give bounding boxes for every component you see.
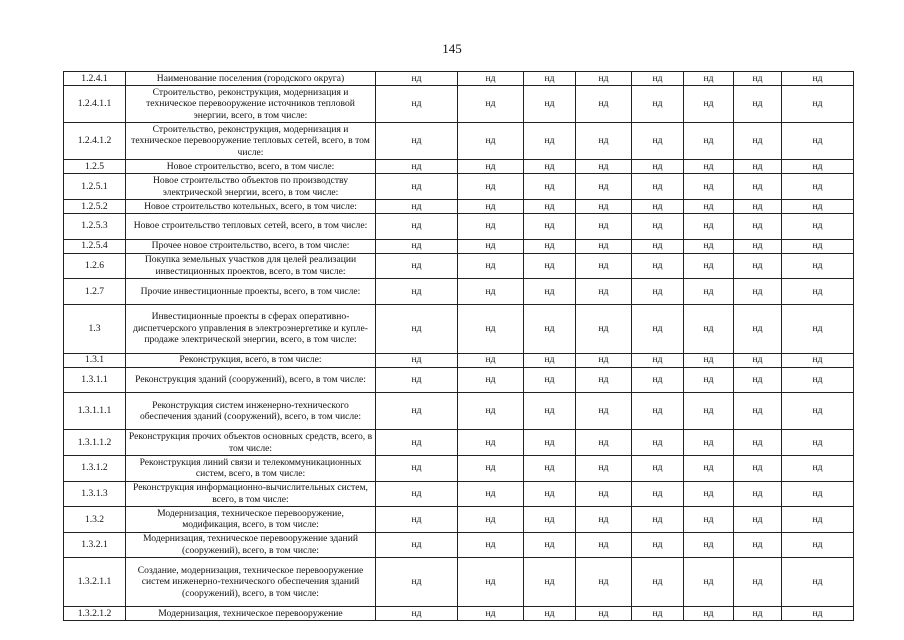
row-name: Покупка земельных участков для целей реализации инвестиционных проектов, всего, в том числе: xyxy=(126,253,376,279)
value-cell: нд xyxy=(734,174,782,200)
row-name: Модернизация, техническое перевооружение xyxy=(126,607,376,621)
value-cell: нд xyxy=(684,199,734,213)
value-cell: нд xyxy=(632,239,684,253)
row-name: Наименование поселения (городского округа) xyxy=(126,72,376,86)
value-cell: нд xyxy=(734,86,782,123)
value-cell: нд xyxy=(632,455,684,481)
value-cell: нд xyxy=(576,532,632,558)
table-row xyxy=(64,86,854,123)
value-cell: нд xyxy=(684,72,734,86)
value-cell: нд xyxy=(458,174,524,200)
value-cell: нд xyxy=(524,558,576,607)
value-cell: нд xyxy=(684,558,734,607)
value-cell: нд xyxy=(734,393,782,430)
value-cell: нд xyxy=(458,72,524,86)
value-cell: нд xyxy=(524,279,576,305)
row-code: 1.3.2.1 xyxy=(64,532,126,558)
value-cell: нд xyxy=(734,607,782,621)
table-row xyxy=(64,607,854,621)
value-cell: нд xyxy=(684,430,734,456)
value-cell: нд xyxy=(524,607,576,621)
value-cell: нд xyxy=(458,532,524,558)
value-cell: нд xyxy=(632,532,684,558)
value-cell: нд xyxy=(632,304,684,353)
value-cell: нд xyxy=(734,353,782,367)
value-cell: нд xyxy=(632,213,684,239)
value-cell: нд xyxy=(376,393,458,430)
value-cell: нд xyxy=(376,481,458,507)
value-cell: нд xyxy=(458,558,524,607)
value-cell: нд xyxy=(734,72,782,86)
value-cell: нд xyxy=(458,507,524,533)
page-number: 145 xyxy=(442,41,462,56)
table-row xyxy=(64,253,854,279)
row-name: Инвестиционные проекты в сферах оперативно-диспетчерского управления в электроэнергетике и купле-продаже электрической энергии, всего, в том числе: xyxy=(126,304,376,353)
value-cell: нд xyxy=(458,213,524,239)
table-row xyxy=(64,174,854,200)
value-cell: нд xyxy=(684,253,734,279)
value-cell: нд xyxy=(576,72,632,86)
row-code: 1.3.2 xyxy=(64,507,126,533)
value-cell: нд xyxy=(376,304,458,353)
value-cell: нд xyxy=(684,174,734,200)
value-cell: нд xyxy=(684,353,734,367)
value-cell: нд xyxy=(632,393,684,430)
value-cell: нд xyxy=(734,199,782,213)
row-name: Создание, модернизация, техническое перевооружение систем инженерно-технического обеспечения зданий (сооружений), всего, в том числе: xyxy=(126,558,376,607)
value-cell: нд xyxy=(684,532,734,558)
value-cell: нд xyxy=(458,430,524,456)
value-cell: нд xyxy=(782,86,854,123)
row-code: 1.2.6 xyxy=(64,253,126,279)
row-name: Новое строительство, всего, в том числе: xyxy=(126,160,376,174)
value-cell: нд xyxy=(734,160,782,174)
value-cell: нд xyxy=(782,607,854,621)
value-cell: нд xyxy=(458,239,524,253)
value-cell: нд xyxy=(376,199,458,213)
row-code: 1.2.5.1 xyxy=(64,174,126,200)
row-code: 1.3 xyxy=(64,304,126,353)
row-name: Прочие инвестиционные проекты, всего, в том числе: xyxy=(126,279,376,305)
value-cell: нд xyxy=(524,239,576,253)
row-code: 1.2.5.4 xyxy=(64,239,126,253)
value-cell: нд xyxy=(734,279,782,305)
row-name: Реконструкция информационно-вычислительных систем, всего, в том числе: xyxy=(126,481,376,507)
value-cell: нд xyxy=(524,393,576,430)
value-cell: нд xyxy=(576,481,632,507)
row-name: Реконструкция зданий (сооружений), всего, в том числе: xyxy=(126,367,376,393)
value-cell: нд xyxy=(524,353,576,367)
value-cell: нд xyxy=(782,367,854,393)
value-cell: нд xyxy=(376,367,458,393)
row-name: Новое строительство тепловых сетей, всего, в том числе: xyxy=(126,213,376,239)
value-cell: нд xyxy=(576,455,632,481)
value-cell: нд xyxy=(376,253,458,279)
value-cell: нд xyxy=(782,199,854,213)
table-row xyxy=(64,430,854,456)
value-cell: нд xyxy=(632,367,684,393)
row-code: 1.2.5.3 xyxy=(64,213,126,239)
value-cell: нд xyxy=(734,123,782,160)
value-cell: нд xyxy=(782,174,854,200)
row-name: Реконструкция, всего, в том числе: xyxy=(126,353,376,367)
value-cell: нд xyxy=(684,86,734,123)
value-cell: нд xyxy=(376,607,458,621)
table-row xyxy=(64,532,854,558)
value-cell: нд xyxy=(524,430,576,456)
value-cell: нд xyxy=(632,72,684,86)
value-cell: нд xyxy=(782,123,854,160)
value-cell: нд xyxy=(684,455,734,481)
value-cell: нд xyxy=(684,393,734,430)
value-cell: нд xyxy=(684,213,734,239)
value-cell: нд xyxy=(734,304,782,353)
value-cell: нд xyxy=(376,507,458,533)
value-cell: нд xyxy=(524,160,576,174)
value-cell: нд xyxy=(524,174,576,200)
row-code: 1.3.1.2 xyxy=(64,455,126,481)
value-cell: нд xyxy=(576,239,632,253)
value-cell: нд xyxy=(524,253,576,279)
row-code: 1.3.1.1 xyxy=(64,367,126,393)
row-code: 1.2.7 xyxy=(64,279,126,305)
row-name: Новое строительство объектов по производству электрической энергии, всего, в том числе: xyxy=(126,174,376,200)
value-cell: нд xyxy=(376,213,458,239)
value-cell: нд xyxy=(684,507,734,533)
value-cell: нд xyxy=(632,507,684,533)
value-cell: нд xyxy=(458,253,524,279)
row-code: 1.2.5 xyxy=(64,160,126,174)
value-cell: нд xyxy=(734,430,782,456)
value-cell: нд xyxy=(458,199,524,213)
value-cell: нд xyxy=(376,558,458,607)
value-cell: нд xyxy=(782,160,854,174)
value-cell: нд xyxy=(734,367,782,393)
value-cell: нд xyxy=(632,123,684,160)
value-cell: нд xyxy=(376,160,458,174)
table-row xyxy=(64,481,854,507)
value-cell: нд xyxy=(632,607,684,621)
value-cell: нд xyxy=(684,160,734,174)
table-row xyxy=(64,199,854,213)
row-code: 1.3.1.3 xyxy=(64,481,126,507)
table-row xyxy=(64,393,854,430)
value-cell: нд xyxy=(376,72,458,86)
value-cell: нд xyxy=(684,239,734,253)
value-cell: нд xyxy=(576,607,632,621)
value-cell: нд xyxy=(782,507,854,533)
table-row xyxy=(64,507,854,533)
table-row xyxy=(64,213,854,239)
value-cell: нд xyxy=(734,455,782,481)
value-cell: нд xyxy=(376,239,458,253)
value-cell: нд xyxy=(734,532,782,558)
row-code: 1.3.1 xyxy=(64,353,126,367)
row-code: 1.2.4.1 xyxy=(64,72,126,86)
value-cell: нд xyxy=(782,532,854,558)
row-code: 1.2.5.2 xyxy=(64,199,126,213)
value-cell: нд xyxy=(576,213,632,239)
value-cell: нд xyxy=(576,367,632,393)
value-cell: нд xyxy=(576,199,632,213)
value-cell: нд xyxy=(782,253,854,279)
row-code: 1.3.1.1.2 xyxy=(64,430,126,456)
value-cell: нд xyxy=(524,86,576,123)
row-name: Реконструкция прочих объектов основных средств, всего, в том числе: xyxy=(126,430,376,456)
value-cell: нд xyxy=(782,430,854,456)
value-cell: нд xyxy=(734,558,782,607)
table-row xyxy=(64,455,854,481)
row-name: Модернизация, техническое перевооружение, модификация, всего, в том числе: xyxy=(126,507,376,533)
value-cell: нд xyxy=(782,393,854,430)
table-row xyxy=(64,72,854,86)
row-code: 1.2.4.1.2 xyxy=(64,123,126,160)
value-cell: нд xyxy=(632,279,684,305)
value-cell: нд xyxy=(376,174,458,200)
value-cell: нд xyxy=(684,607,734,621)
value-cell: нд xyxy=(576,160,632,174)
table-row xyxy=(64,160,854,174)
value-cell: нд xyxy=(576,353,632,367)
value-cell: нд xyxy=(684,304,734,353)
value-cell: нд xyxy=(734,481,782,507)
value-cell: нд xyxy=(576,558,632,607)
value-cell: нд xyxy=(458,279,524,305)
value-cell: нд xyxy=(782,455,854,481)
value-cell: нд xyxy=(376,353,458,367)
value-cell: нд xyxy=(376,430,458,456)
value-cell: нд xyxy=(458,367,524,393)
value-cell: нд xyxy=(576,253,632,279)
value-cell: нд xyxy=(376,532,458,558)
table-row xyxy=(64,239,854,253)
value-cell: нд xyxy=(524,123,576,160)
value-cell: нд xyxy=(524,532,576,558)
value-cell: нд xyxy=(576,123,632,160)
value-cell: нд xyxy=(632,253,684,279)
value-cell: нд xyxy=(734,507,782,533)
value-cell: нд xyxy=(458,353,524,367)
value-cell: нд xyxy=(376,86,458,123)
value-cell: нд xyxy=(632,430,684,456)
value-cell: нд xyxy=(782,353,854,367)
value-cell: нд xyxy=(376,123,458,160)
value-cell: нд xyxy=(576,393,632,430)
value-cell: нд xyxy=(576,279,632,305)
value-cell: нд xyxy=(576,174,632,200)
value-cell: нд xyxy=(684,123,734,160)
value-cell: нд xyxy=(458,393,524,430)
value-cell: нд xyxy=(782,279,854,305)
value-cell: нд xyxy=(458,86,524,123)
value-cell: нд xyxy=(576,430,632,456)
value-cell: нд xyxy=(782,558,854,607)
value-cell: нд xyxy=(684,279,734,305)
row-code: 1.2.4.1.1 xyxy=(64,86,126,123)
investment-table xyxy=(63,71,854,621)
table-row xyxy=(64,279,854,305)
value-cell: нд xyxy=(632,86,684,123)
row-name: Строительство, реконструкция, модернизация и техническое перевооружение тепловых сетей, всего, в том числе: xyxy=(126,123,376,160)
value-cell: нд xyxy=(458,123,524,160)
value-cell: нд xyxy=(782,72,854,86)
value-cell: нд xyxy=(632,558,684,607)
value-cell: нд xyxy=(376,279,458,305)
value-cell: нд xyxy=(734,253,782,279)
value-cell: нд xyxy=(524,455,576,481)
value-cell: нд xyxy=(632,160,684,174)
table-row xyxy=(64,123,854,160)
value-cell: нд xyxy=(524,72,576,86)
table-row xyxy=(64,304,854,353)
value-cell: нд xyxy=(524,199,576,213)
value-cell: нд xyxy=(632,481,684,507)
row-name: Реконструкция линий связи и телекоммуникационных систем, всего, в том числе: xyxy=(126,455,376,481)
value-cell: нд xyxy=(576,86,632,123)
value-cell: нд xyxy=(734,213,782,239)
row-name: Новое строительство котельных, всего, в том числе: xyxy=(126,199,376,213)
row-code: 1.3.2.1.2 xyxy=(64,607,126,621)
value-cell: нд xyxy=(782,481,854,507)
value-cell: нд xyxy=(458,304,524,353)
value-cell: нд xyxy=(524,213,576,239)
table-row xyxy=(64,367,854,393)
table-row xyxy=(64,353,854,367)
row-name: Модернизация, техническое перевооружение зданий (сооружений), всего, в том числе: xyxy=(126,532,376,558)
row-code: 1.3.2.1.1 xyxy=(64,558,126,607)
value-cell: нд xyxy=(632,353,684,367)
value-cell: нд xyxy=(524,507,576,533)
value-cell: нд xyxy=(576,507,632,533)
value-cell: нд xyxy=(684,481,734,507)
value-cell: нд xyxy=(576,304,632,353)
table-row xyxy=(64,558,854,607)
value-cell: нд xyxy=(684,367,734,393)
value-cell: нд xyxy=(782,304,854,353)
value-cell: нд xyxy=(524,304,576,353)
value-cell: нд xyxy=(524,367,576,393)
row-name: Прочее новое строительство, всего, в том числе: xyxy=(126,239,376,253)
value-cell: нд xyxy=(524,481,576,507)
row-name: Строительство, реконструкция, модернизация и техническое перевооружение источников тепловой энергии, всего, в том числе: xyxy=(126,86,376,123)
value-cell: нд xyxy=(734,239,782,253)
row-code: 1.3.1.1.1 xyxy=(64,393,126,430)
value-cell: нд xyxy=(782,213,854,239)
value-cell: нд xyxy=(632,199,684,213)
value-cell: нд xyxy=(458,160,524,174)
value-cell: нд xyxy=(458,607,524,621)
value-cell: нд xyxy=(376,455,458,481)
value-cell: нд xyxy=(782,239,854,253)
value-cell: нд xyxy=(458,455,524,481)
value-cell: нд xyxy=(458,481,524,507)
row-name: Реконструкция систем инженерно-технического обеспечения зданий (сооружений), всего, в том числе: xyxy=(126,393,376,430)
value-cell: нд xyxy=(632,174,684,200)
